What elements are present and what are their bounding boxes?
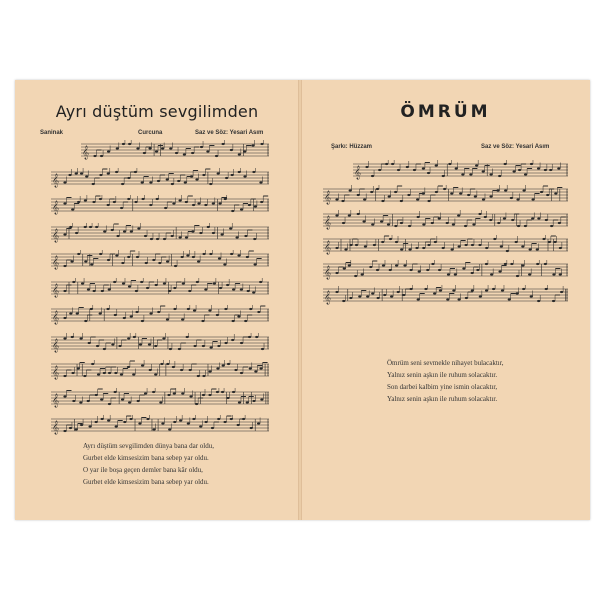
svg-text:𝄞: 𝄞 [324, 215, 332, 229]
left-usul: Curcuna [138, 130, 163, 136]
music-staff [51, 195, 269, 217]
svg-text:𝄞: 𝄞 [52, 392, 60, 407]
svg-text:𝄞: 𝄞 [52, 282, 60, 297]
right-song-title: ÖMRÜM [400, 102, 491, 122]
left-song-title: Ayrı düştüm sevgilimden [55, 102, 259, 121]
left-page [15, 80, 299, 520]
svg-text:𝄞: 𝄞 [52, 200, 60, 214]
music-staff [323, 260, 568, 282]
lyric-line: Gurbet elde kimsesizim bana sebep yar oldu. [83, 478, 209, 486]
songbook-spread [15, 80, 590, 520]
music-staff [81, 140, 269, 162]
music-staff [51, 223, 269, 245]
music-staff [323, 210, 568, 232]
svg-text:𝄞: 𝄞 [354, 165, 362, 179]
music-staff [353, 160, 568, 182]
music-staff [51, 250, 269, 272]
music-staff [51, 278, 269, 300]
lyric-line: Ömrüm seni sevmekle nihayet bulacaktır, [387, 359, 504, 367]
music-staff [323, 285, 568, 307]
music-staff [51, 305, 269, 327]
left-author: Saz ve Söz: Yesari Asım [195, 130, 264, 136]
svg-text:𝄞: 𝄞 [52, 172, 60, 187]
svg-text:𝄞: 𝄞 [52, 337, 60, 352]
svg-text:𝄞: 𝄞 [52, 227, 60, 242]
svg-text:𝄞: 𝄞 [324, 290, 332, 304]
left-lyrics [83, 440, 214, 488]
music-staff [51, 415, 269, 437]
lyric-line: Gurbet elde kimsesizim bana sebep yar oldu. [83, 454, 209, 462]
svg-text:𝄞: 𝄞 [324, 190, 332, 204]
lyric-line: Yalnız senin aşkın ile ruhum solacaktır. [387, 371, 498, 379]
lyric-line: Son darbei kalbim yine ismin olacaktır, [387, 383, 498, 391]
lyric-line: O yar ile boşa geçen demler bana kâr oldu, [83, 466, 203, 474]
music-staff [51, 168, 269, 190]
music-staff [323, 185, 568, 207]
left-makam: Saninak [40, 130, 64, 136]
lyric-line: Ayrı düştüm sevgilimden dünya bana dar oldu, [83, 442, 214, 450]
svg-text:𝄞: 𝄞 [52, 420, 60, 434]
svg-text:𝄞: 𝄞 [82, 145, 90, 159]
music-staff [51, 333, 269, 355]
svg-text:𝄞: 𝄞 [52, 365, 60, 379]
svg-text:𝄞: 𝄞 [324, 240, 332, 254]
music-staff [323, 235, 568, 257]
svg-text:𝄞: 𝄞 [52, 255, 60, 269]
music-staff [51, 360, 269, 382]
right-page [301, 80, 590, 520]
right-makam: Şarkı: Hüzzam [331, 144, 373, 150]
right-author: Saz ve Söz: Yesari Asım [481, 144, 550, 150]
right-lyrics [387, 357, 504, 405]
music-staff [51, 388, 269, 410]
lyric-line: Yalnız senin aşkın ile ruhum solacaktır. [387, 395, 498, 403]
svg-text:𝄞: 𝄞 [52, 310, 60, 324]
svg-text:𝄞: 𝄞 [324, 265, 332, 279]
